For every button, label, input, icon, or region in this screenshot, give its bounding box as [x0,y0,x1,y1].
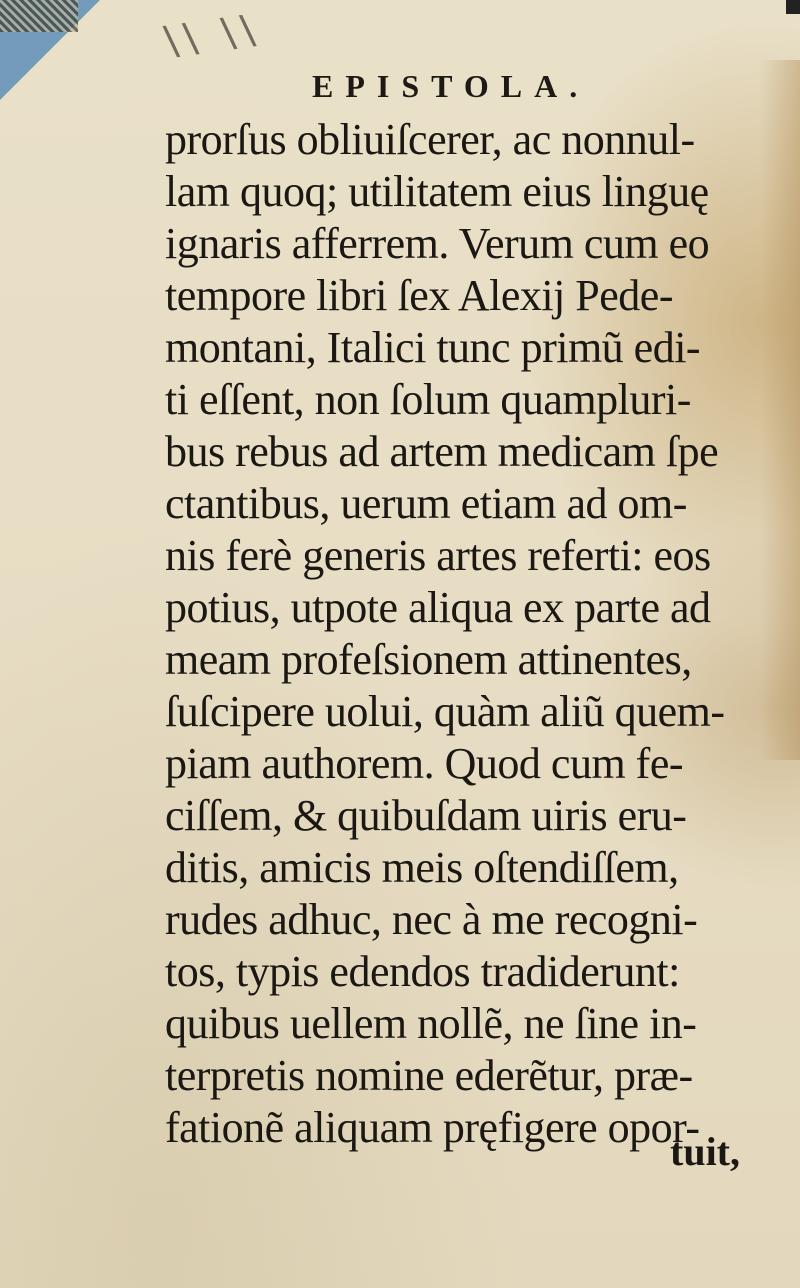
text-line: potius, utpote aliqua ex parte ad [165,583,711,632]
running-head: EPISTOLA. [312,68,590,104]
handwritten-scribble: \\ \\ [161,5,264,65]
text-line: lam quoq; utilitatem eius linguę [165,167,709,216]
text-line: terpretis nomine ederẽtur, præ- [165,1051,693,1100]
text-line: fationẽ aliquam pręfigere opor- [165,1103,700,1152]
corner-ornament [0,0,78,32]
edge-stain [760,60,800,760]
text-line: ſuſcipere uolui, quàm aliũ quem- [165,687,725,736]
text-line: ditis, amicis meis oſtendiſſem, [165,843,679,892]
text-line: ctantibus, uerum etiam ad om- [165,479,687,528]
text-line: bus rebus ad artem medicam ſpe [165,427,719,476]
text-line: tos, typis edendos tradiderunt: [165,947,680,996]
catchword: tuit, [670,1129,740,1174]
text-line: ciſſem, & quibuſdam uiris eru- [165,791,687,840]
ink-mark [786,0,800,14]
text-line: nis ferè generis artes referti: eos [165,531,711,580]
text-line: tempore libri ſex Alexij Pede- [165,271,673,320]
text-line: rudes adhuc, nec à me recogni- [165,895,698,944]
text-line: ti eſſent, non ſolum quampluri- [165,375,691,424]
text-line: piam authorem. Quod cum fe- [165,739,684,788]
text-line: quibus uellem nollẽ, ne ſine in- [165,999,697,1048]
text-line: prorſus obliuiſcerer, ac nonnul- [165,115,695,164]
body-text [165,114,765,1154]
text-line: ignaris afferrem. Verum cum eo [165,219,710,268]
text-line: meam profeſsionem attinentes, [165,635,692,684]
text-line: montani, Italici tunc primũ edi- [165,323,701,372]
